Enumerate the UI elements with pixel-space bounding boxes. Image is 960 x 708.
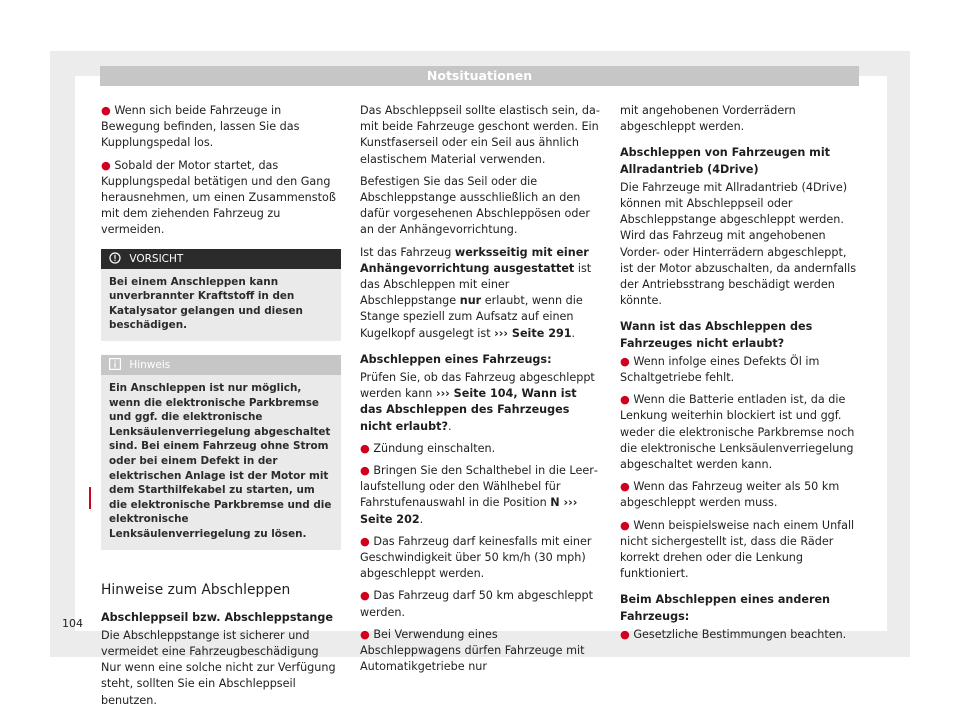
- list-item: ● Gesetzliche Bestimmungen beachten.: [620, 627, 847, 641]
- warning-circle-icon: [109, 252, 121, 264]
- paragraph: Das Abschleppseil sollte elastisch sein, damit beide Fahrzeuge geschont werden. Ein Kunstfaserseil oder ein Seil aus ähnlich elastischem Material verwenden.: [360, 104, 600, 166]
- bullet-icon: ●: [360, 627, 370, 641]
- column-1: [101, 103, 341, 708]
- list-item: ● Bringen Sie den Schalthebel in die Leerlaufstellung oder den Wählhebel für Fahrstufenauswahl in die Position N ››› Seite 202.: [360, 464, 598, 526]
- page-reference-link[interactable]: N ››› Seite 202: [360, 496, 578, 526]
- bullet-icon: ●: [360, 464, 370, 478]
- list-item: ● Wenn die Batterie entladen ist, da die Lenkung weiterhin blockiert ist und ggf. weder die elektronische Parkbremse noch die elektronische Lenksäulenverriegelung abgeschaltet werden kann.: [620, 393, 855, 472]
- list-item: ● Wenn beispielsweise nach einem Unfall nicht sichergestellt ist, dass die Räder korrekt drehen oder die Lenkung funktioniert.: [620, 518, 855, 581]
- list-item: ● Das Fahrzeug darf 50 km abgeschleppt werden.: [360, 589, 594, 619]
- page-number: 104: [62, 617, 83, 630]
- note-text: Ein Anschleppen ist nur möglich, wenn die elektronische Parkbremse und ggf. die elektronische Lenksäulenverriegelung abgeschaltet sind. Bei einem Fahrzeug ohne Strom oder bei einem Defekt in der elektrischen Anlage ist der Motor mit dem Starthilfekabel zu starten, um die elektronische Parkbremse und die elektronische Lenksäulenverriegelung zu lösen.: [109, 382, 332, 540]
- subheading: Wann ist das Abschleppen des Fahrzeuges nicht erlaubt?: [620, 320, 813, 350]
- paragraph: Ist das Fahrzeug werksseitig mit einer Anhängevorrichtung ausgestattet ist das Abschleppen mit einer Abschleppstange nur erlaubt, wenn die Stange speziell zum Aufsatz auf einen Kugelkopf ausgelegt ist ››› Seite 291.: [360, 245, 592, 340]
- paragraph: Prüfen Sie, ob das Fahrzeug abgeschleppt werden kann ››› Seite 104, Wann ist das Abschleppen des Fahrzeuges nicht erlaubt?.: [360, 371, 595, 433]
- column-2: [360, 103, 600, 682]
- paragraph: mit angehobenen Vorderrädern abgeschleppt werden.: [620, 104, 796, 134]
- bullet-icon: ●: [620, 480, 630, 494]
- caution-box: [101, 249, 341, 341]
- caution-label: VORSICHT: [129, 252, 184, 265]
- caution-text: Bei einem Anschleppen kann unverbrannter Kraftstoff in den Katalysator gelangen und diesen beschädigen.: [109, 275, 303, 332]
- list-item: ● Bei Verwendung eines Abschleppwagens dürfen Fahrzeuge mit Automatikgetriebe nur: [360, 627, 585, 674]
- paragraph: Befestigen Sie das Seil oder die Abschleppstange ausschließlich an den dafür vorgesehenen Abschleppösen oder an der Anhängevorrichtung.: [360, 174, 590, 237]
- list-item: ● Sobald der Motor startet, das Kupplungspedal betätigen und den Gang herausnehmen, um einen Zusammenstoß mit dem ziehenden Fahrzeug zu vermeiden.: [101, 158, 336, 237]
- caution-header: [101, 249, 341, 269]
- list-item: ● Wenn infolge eines Defekts Öl im Schaltgetriebe fehlt.: [620, 354, 820, 385]
- list-item: ● Das Fahrzeug darf keinesfalls mit einer Geschwindigkeit über 50 km/h (30 mph) abgeschleppt werden.: [360, 534, 592, 581]
- paragraph: Die Abschleppstange ist sicherer und vermeidet eine Fahrzeugbeschädigung Nur wenn eine solche nicht zur Verfügung steht, sollten Sie ein Abschleppseil benutzen.: [101, 628, 336, 707]
- subheading: Abschleppen eines Fahrzeugs:: [360, 352, 552, 366]
- chapter-title: Notsituationen: [426, 68, 533, 83]
- bullet-icon: ●: [360, 441, 370, 455]
- bullet-icon: ●: [620, 354, 630, 368]
- paragraph: Die Fahrzeuge mit Allradantrieb (4Drive) können mit Abschleppseil oder Abschleppstange abgeschleppt werden. Wird das Fahrzeug mit angehobenen Vorder- oder Hinterrädern abgeschleppt, ist der Motor abzuschalten, da andernfalls der Antriebsstrang beschädigt werden könnte.: [620, 180, 857, 308]
- bullet-icon: ●: [101, 104, 111, 117]
- column-3: [620, 103, 860, 649]
- subheading: Beim Abschleppen eines anderen Fahrzeugs:: [620, 593, 831, 623]
- note-header: [101, 355, 341, 375]
- section-accent-bar: [89, 487, 91, 509]
- bullet-icon: ●: [360, 534, 370, 548]
- section-title: Hinweise zum Abschleppen: [101, 581, 291, 598]
- bullet-icon: ●: [360, 589, 370, 603]
- bullet-icon: ●: [620, 518, 630, 532]
- subheading: Abschleppen von Fahrzeugen mit Allradantrieb (4Drive): [620, 146, 831, 176]
- note-box: [101, 355, 341, 550]
- page-reference-link[interactable]: ››› Seite 104, Wann ist das Abschleppen des Fahrzeuges nicht erlaubt?: [360, 387, 577, 433]
- list-item: ● Wenn das Fahrzeug weiter als 50 km abgeschleppt werden muss.: [620, 480, 840, 510]
- info-icon: [109, 358, 121, 370]
- page-reference-link[interactable]: ››› Seite 291: [494, 326, 572, 340]
- list-item: ● Wenn sich beide Fahrzeuge in Bewegung befinden, lassen Sie das Kupplungspedal los.: [101, 104, 300, 150]
- bullet-icon: ●: [620, 393, 630, 407]
- list-item: ● Zündung einschalten.: [360, 441, 496, 455]
- bullet-icon: ●: [620, 627, 630, 641]
- note-label: Hinweis: [129, 359, 171, 371]
- subheading: Abschleppseil bzw. Abschleppstange: [101, 610, 333, 624]
- bullet-icon: ●: [101, 158, 111, 172]
